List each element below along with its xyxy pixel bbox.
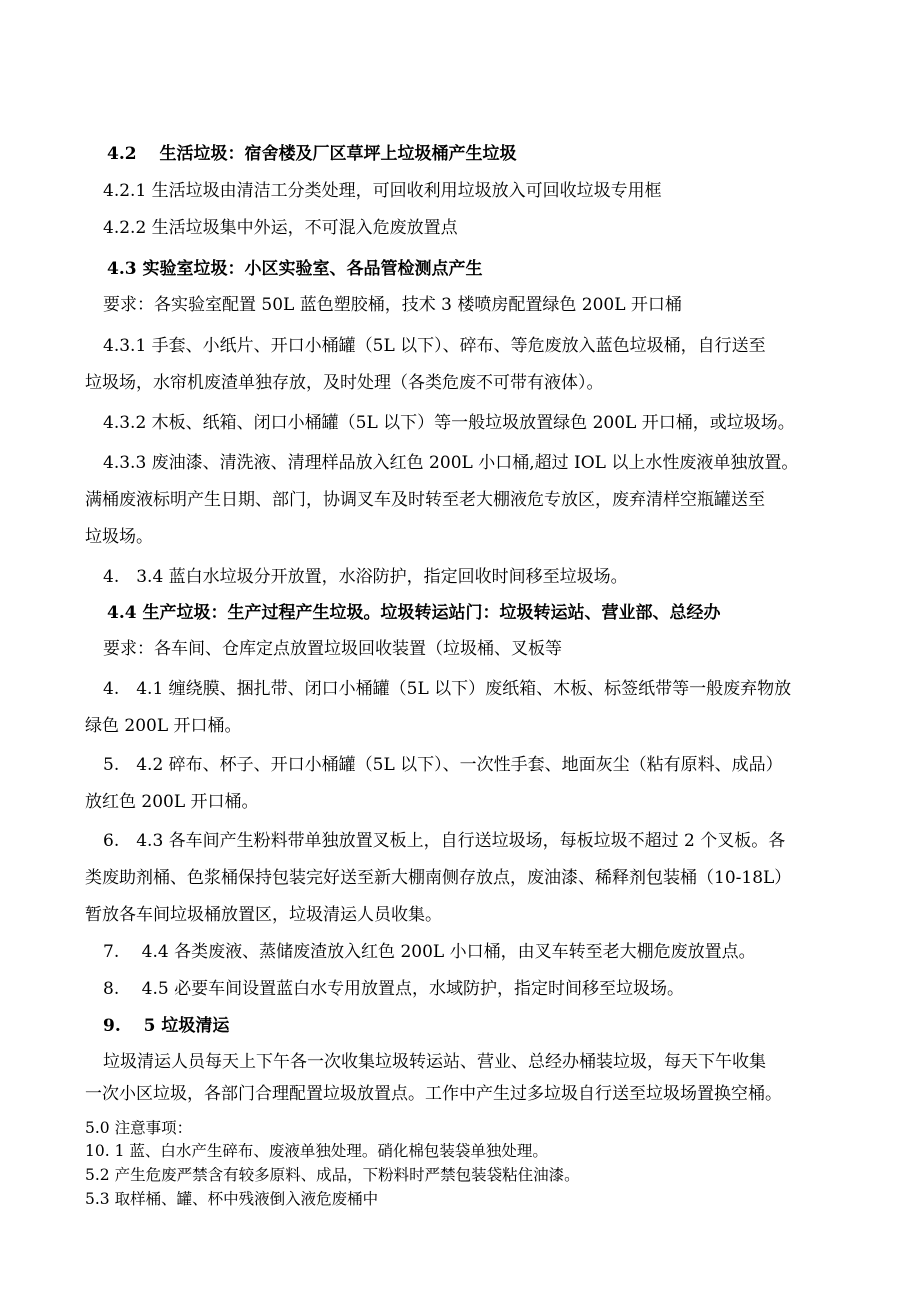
paragraph-line: 垃圾清运人员每天上下午各一次收集垃圾转运站、营业、总经办桶装垃圾，每天下午收集 (103, 1052, 766, 1072)
paragraph-line: 类废助剂桶、色浆桶保持包装完好送至新大棚南侧存放点，废油漆、稀释剂包装桶（10-18L） (85, 868, 792, 888)
paragraph-line: 暂放各车间垃圾桶放置区，垃圾清运人员收集。 (85, 905, 442, 925)
paragraph-line: 垃圾场，水帘机废渣单独存放，及时处理（各类危废不可带有液体）。 (85, 373, 604, 393)
paragraph-line: 4.3.1 手套、小纸片、开口小桶罐（5L 以下）、碎布、等危废放入蓝色垃圾桶，自行送至 (103, 336, 766, 356)
paragraph-line: 8. 4.5 必要车间设置蓝白水专用放置点，水域防护，指定时间移至垃圾场。 (103, 979, 685, 999)
note-item: 5.3 取样桶、罐、杯中残液倒入液危废桶中 (85, 1190, 379, 1208)
paragraph-line: 4.3.2 木板、纸箱、闭口小桶罐（5L 以下）等一般垃圾放置绿色 200L 开口桶，或垃圾场。 (103, 413, 795, 433)
paragraph-line: 一次小区垃圾，各部门合理配置垃圾放置点。工作中产生过多垃圾自行送至垃圾场置换空桶。 (85, 1084, 782, 1104)
paragraph-line: 7. 4.4 各类废液、蒸储废渣放入红色 200L 小口桶，由叉车转至老大棚危废放置点。 (103, 942, 756, 962)
paragraph-line: 要求：各实验室配置 50L 蓝色塑胶桶，技术 3 楼喷房配置绿色 200L 开口桶 (103, 295, 682, 315)
paragraph-line: 绿色 200L 开口桶。 (85, 716, 242, 736)
paragraph-line: 要求：各车间、仓库定点放置垃圾回收装置（垃圾桶、叉板等 (103, 639, 562, 659)
section-heading-5: 9. 5 垃圾清运 (103, 1016, 230, 1036)
section-heading-4-4: 4.4 生产垃圾：生产过程产生垃圾。垃圾转运站门：垃圾转运站、营业部、总经办 (107, 603, 721, 623)
paragraph-line: 满桶废液标明产生日期、部门，协调叉车及时转至老大棚液危专放区，废弃清样空瓶罐送至 (85, 490, 765, 510)
paragraph-line: 4.2.1 生活垃圾由清洁工分类处理，可回收利用垃圾放入可回收垃圾专用框 (103, 181, 662, 201)
paragraph-line: 4. 4.1 缠绕膜、捆扎带、闭口小桶罐（5L 以下）废纸箱、木板、标签纸带等一般废弃物放 (103, 679, 792, 699)
paragraph-line: 垃圾场。 (85, 527, 153, 547)
paragraph-line: 6. 4.3 各车间产生粉料带单独放置叉板上，自行送垃圾场，每板垃圾不超过 2 个叉板。各 (103, 831, 786, 851)
paragraph-line: 4.3.3 废油漆、清洗液、清理样品放入红色 200L 小口桶,超过 IOL 以上水性废液单独放置。 (103, 453, 799, 473)
note-item: 10. 1 蓝、白水产生碎布、废液单独处理。硝化棉包装袋单独处理。 (85, 1142, 548, 1160)
paragraph-line: 4.2.2 生活垃圾集中外运，不可混入危废放置点 (103, 218, 458, 238)
paragraph-line: 4. 3.4 蓝白水垃圾分开放置，水浴防护，指定回收时间移至垃圾场。 (103, 567, 628, 587)
paragraph-line: 5. 4.2 碎布、杯子、开口小桶罐（5L 以下）、一次性手套、地面灰尘（粘有原料、成品） (103, 755, 783, 775)
section-heading-4-2: 4.2 生活垃圾：宿舍楼及厂区草坪上垃圾桶产生垃圾 (107, 144, 517, 164)
notes-heading: 5.0 注意事项： (85, 1119, 193, 1137)
note-item: 5.2 产生危废严禁含有较多原料、成品，下粉料时严禁包装袋粘住油漆。 (85, 1166, 580, 1184)
paragraph-line: 放红色 200L 开口桶。 (85, 792, 259, 812)
section-heading-4-3: 4.3 实验室垃圾：小区实验室、各品管检测点产生 (107, 259, 483, 279)
